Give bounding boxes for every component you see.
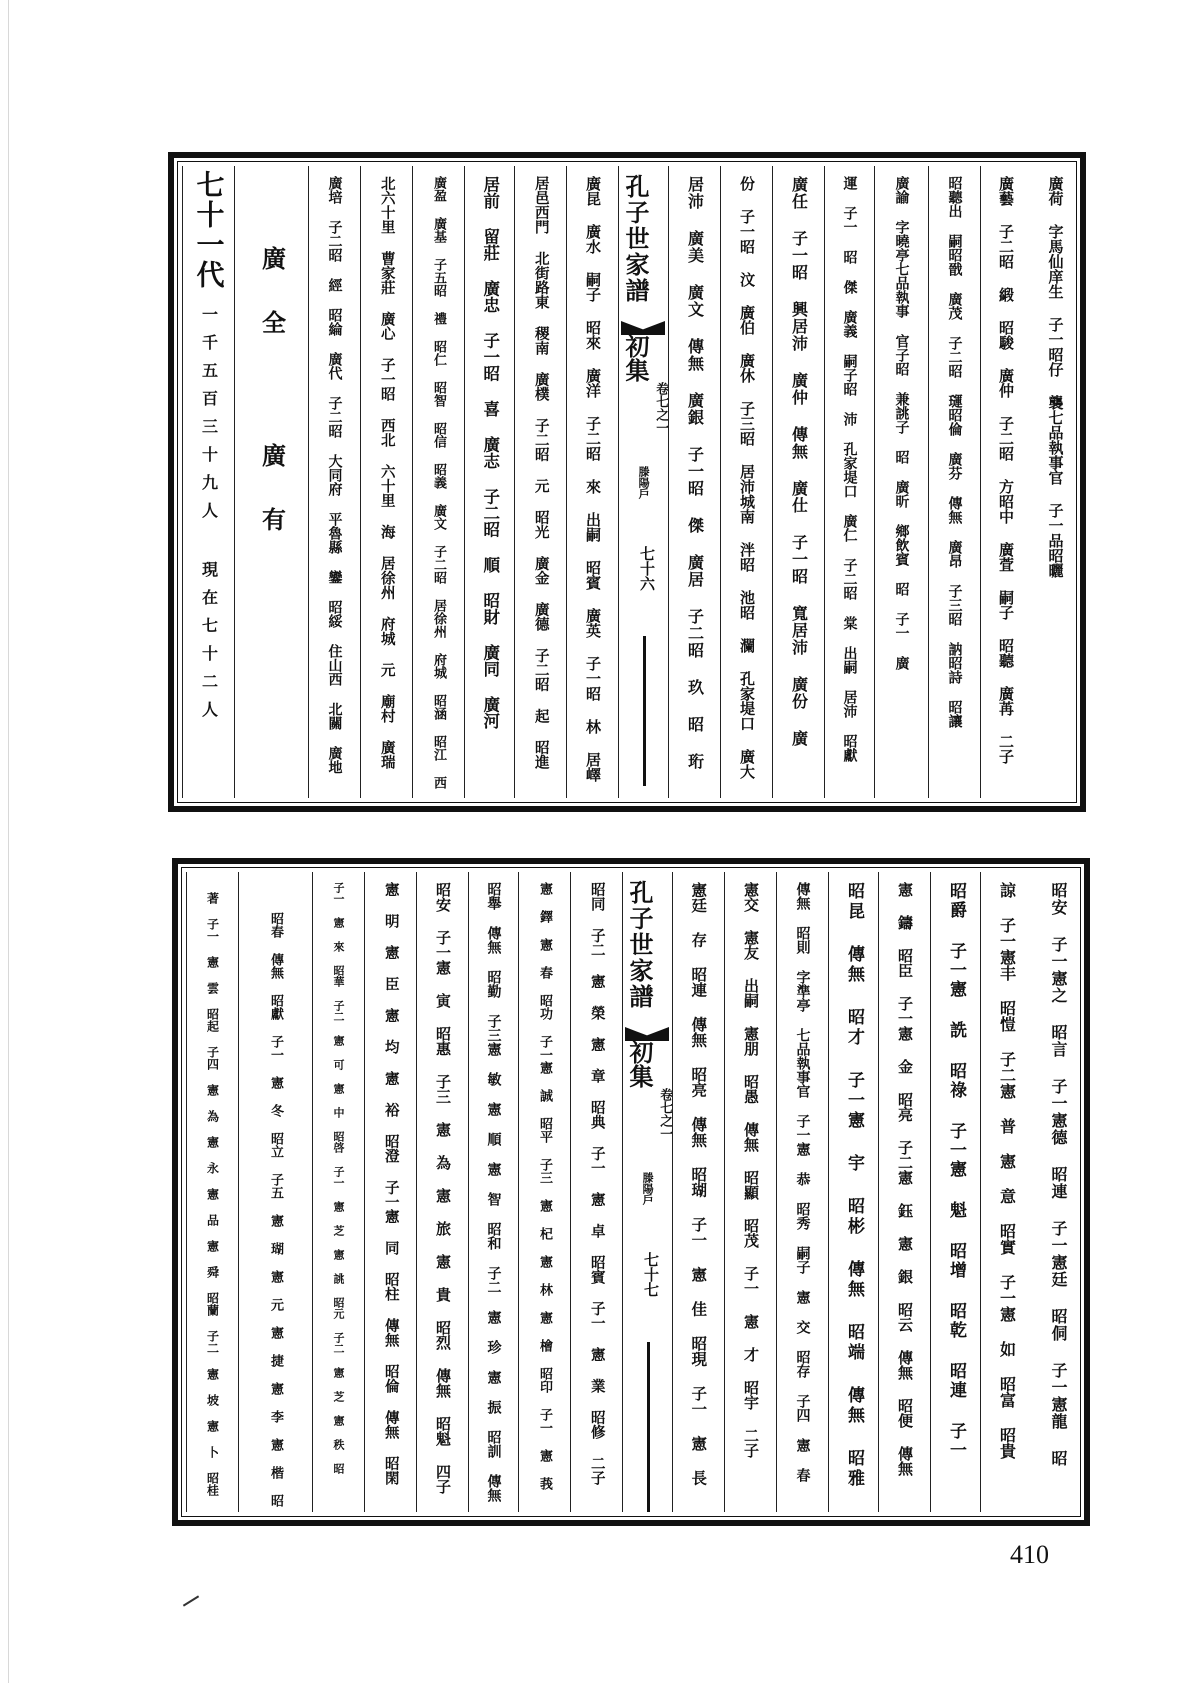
entry-text: 廣藝 子二昭 緞 昭駿 廣仲 子二昭 方昭中 廣萓 嗣子 昭聽 廣苒 二子 — [997, 176, 1015, 764]
entry-text: 居沛 廣美 廣文 傳無 廣銀 子一昭 傑 廣居 子二昭 玖 昭 珩 — [685, 176, 705, 770]
entry-column — [772, 166, 824, 798]
entry-column — [464, 166, 514, 798]
fishtail-mark — [625, 1027, 669, 1041]
generation-count: 一千五百三十九人 現在七十二人 — [199, 306, 219, 729]
entry-text: 憲 鐸 憲 春 昭功 子一憲 誠 昭平 子三 憲 杞 憲 林 憲 檜 昭印 子一 憲 莪 — [537, 882, 552, 1490]
entry-text: 著 子一 憲 雲 昭起 子四 憲 為 憲 永 憲 品 憲 舜 昭蘭 子二 憲 坡 憲 卜 昭桂 — [205, 892, 220, 1496]
entry-column — [416, 872, 468, 1512]
entry-text: 份 子一昭 汶 廣伯 廣休 子三昭 居沛城南 泮昭 池昭 瀾 孔家堤口 廣大 — [738, 176, 756, 779]
entry-column — [724, 872, 776, 1512]
entry-text: 居邑西門 北街路東 稷南 廣樸 子二昭 元 昭光 廣金 廣德 子二昭 起 昭進 — [532, 176, 550, 769]
entry-column — [412, 166, 464, 798]
entry-text: 昭舉 傳無 昭勤 子三憲 敏 憲 順 憲 智 昭和 子二 憲 珍 憲 振 昭訓 傳無 — [485, 882, 502, 1502]
pen-mark — [183, 1595, 199, 1606]
branch-label: 滕陽戶 — [637, 466, 651, 499]
entry-text: 運 子一 昭 傑 廣義 嗣子昭 沛 孔家堤口 廣仁 子二昭 棠 出嗣 居沛 昭獻 — [841, 176, 858, 762]
center-fold-column — [622, 872, 672, 1512]
entry-text: 廣全 廣有 — [257, 246, 287, 571]
entry-column — [186, 872, 238, 1512]
entry-text: 昭同 子二 憲 榮 憲 章 昭典 子一 憲 卓 昭賓 子一 憲 業 昭修 二子 — [588, 882, 606, 1485]
entry-text: 諒 子一憲丰 昭愷 子二憲 普 憲 意 昭實 子一憲 如 昭富 昭貴 — [997, 882, 1017, 1459]
scan-edge-line — [8, 0, 9, 1683]
entry-column — [364, 872, 416, 1512]
fold-stem-line — [647, 1342, 650, 1512]
entry-text: 廣盈 廣基 子五昭 禮 昭仁 昭智 昭信 昭義 廣文 子二昭 居徐州 府城 昭涵 昭江 西 — [431, 176, 446, 789]
entry-text: 昭爵 子一憲 詵 昭祿 子一憲 魁 昭增 昭乾 昭連 子一 — [946, 882, 966, 1460]
entry-column — [980, 166, 1030, 798]
entry-column — [468, 872, 518, 1512]
entry-column — [874, 166, 928, 798]
entry-column — [308, 166, 360, 798]
entry-text: 廣培 子二昭 經 昭綸 廣代 子二昭 大同府 平魯縣 鑾 昭綏 住山西 北關 廣地 — [326, 176, 343, 774]
entry-text: 昭昆 傳無 昭才 子一憲 宇 昭彬 傳無 昭端 傳無 昭雅 — [844, 882, 864, 1489]
branch-label: 滕陽戶 — [641, 1172, 655, 1205]
page-number: 410 — [1010, 1540, 1049, 1569]
entry-column — [930, 872, 980, 1512]
genealogy-page-top — [168, 152, 1086, 812]
entry-column — [878, 872, 930, 1512]
entry-column — [980, 872, 1032, 1512]
edition-label: 初集 — [621, 334, 650, 382]
entry-column — [668, 166, 720, 798]
fishtail-mark — [621, 321, 665, 335]
entry-column — [1032, 872, 1084, 1512]
entry-text: 廣昆 廣水 嗣子 昭來 廣洋 子二昭 來 出嗣 昭賓 廣英 子一昭 林 居嶧 — [584, 176, 602, 782]
entry-column — [828, 872, 878, 1512]
folio-number: 七十七 — [642, 1252, 660, 1297]
generation-title: 七十一代 — [192, 170, 226, 290]
entry-text: 憲 明 憲 臣 憲 均 憲 裕 昭澄 子一憲 同 昭柱 傳無 昭倫 傳無 昭閑 — [382, 882, 400, 1485]
entry-text: 昭安 子一憲之 昭言 子一憲德 昭連 子一憲廷 昭侗 子一憲龍 昭 — [1049, 882, 1068, 1467]
entry-text: 廣諭 字曉亭七品執事 官子昭 兼誂子 昭 廣昕 鄉飲賓 昭 子一 廣 — [893, 176, 910, 670]
entry-column — [234, 166, 308, 798]
folio-number: 七十六 — [638, 546, 656, 591]
entry-text: 廣任 子一昭 興居沛 廣仲 傳無 廣仕 子一昭 寬居沛 廣份 廣 — [789, 176, 809, 747]
entry-text: 廣荷 字馬仙庠生 子一昭仔 襲七品執事官 子一品昭曬 — [1046, 176, 1065, 578]
edition-label: 初集 — [625, 1040, 654, 1088]
entry-column — [672, 872, 724, 1512]
entry-column — [238, 872, 312, 1512]
entry-text: 北六十里 曹家莊 廣心 子一昭 西北 六十里 海 居徐州 府城 元 廟村 廣瑞 — [378, 176, 396, 769]
entry-column — [1030, 166, 1080, 798]
entry-column — [518, 872, 570, 1512]
volume-label: 卷七之一 — [657, 1088, 672, 1140]
entry-text: 昭聽出 嗣昭戩 廣茂 子二昭 璭昭倫 廣芬 傳無 廣昂 子三昭 訥昭詩 昭讓 — [946, 176, 963, 728]
entry-column — [360, 166, 412, 798]
entry-column — [776, 872, 828, 1512]
entry-text: 居前 留莊 廣忠 子一昭 喜 廣志 子二昭 順 昭財 廣同 廣河 — [480, 176, 500, 729]
entry-column — [570, 872, 622, 1512]
entry-text: 憲 鑄 昭臣 子一憲 金 昭亮 子二憲 鈺 憲 銀 昭云 傳無 昭便 傳無 — [896, 882, 914, 1476]
entry-text: 昭春 傳無 昭獻 子一 憲 冬 昭立 子五 憲 瑚 憲 元 憲 捷 憲 李 憲 楷 昭 — [268, 912, 283, 1507]
center-fold-column — [618, 166, 668, 798]
fold-stem-line — [643, 636, 646, 786]
entry-text: 子一 憲 來 昭華 子二 憲 可 憲 中 昭啓 子一 憲 芝 憲 誂 昭元 子二 憲 芝 憲 秩 昭 — [332, 882, 345, 1474]
entry-text: 憲廷 存 昭連 傳無 昭亮 傳無 昭瑚 子一 憲 佳 昭現 子一 憲 長 — [689, 882, 709, 1486]
entry-text: 昭安 子一憲 寅 昭惠 子三 憲 為 憲 旅 憲 貴 昭烈 傳無 昭魁 四子 — [434, 882, 452, 1494]
entry-text: 傳無 昭則 字準亭 七品執事官 子一憲 恭 昭秀 嗣子 憲 交 昭存 子四 憲 春 — [794, 882, 811, 1482]
entry-column — [720, 166, 772, 798]
entry-column — [312, 872, 364, 1512]
generation-column — [182, 166, 234, 798]
entry-column — [566, 166, 618, 798]
book-title: 孔子世家譜 — [621, 174, 650, 304]
book-title: 孔子世家譜 — [625, 880, 654, 1010]
entry-column — [514, 166, 566, 798]
entry-column — [824, 166, 874, 798]
genealogy-page-bottom — [172, 858, 1090, 1526]
entry-text: 憲交 憲友 出嗣 憲朋 昭愚 傳無 昭顯 昭茂 子一 憲 才 昭宇 二子 — [742, 882, 760, 1458]
entry-column — [928, 166, 980, 798]
volume-label: 卷七之一 — [653, 382, 668, 434]
